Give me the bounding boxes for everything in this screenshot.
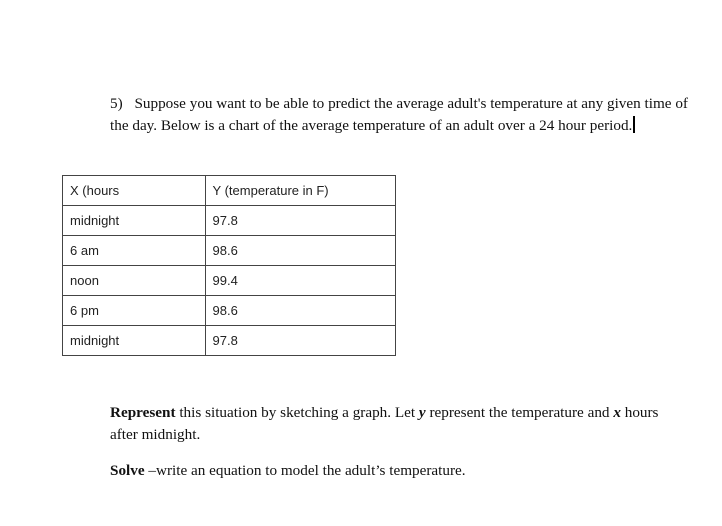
cell-x: midnight bbox=[63, 326, 206, 356]
cell-y: 98.6 bbox=[205, 296, 395, 326]
represent-instruction bbox=[110, 402, 690, 446]
cell-y: 97.8 bbox=[205, 326, 395, 356]
variable-x: x bbox=[613, 404, 621, 421]
table-row bbox=[63, 266, 396, 296]
solve-instruction bbox=[110, 460, 690, 482]
solve-text: –write an equation to model the adult’s temperature. bbox=[144, 462, 466, 479]
represent-text-1: this situation by sketching a graph. Let bbox=[175, 404, 419, 421]
temperature-table bbox=[62, 175, 396, 356]
table-row bbox=[63, 236, 396, 266]
table-header-row bbox=[63, 176, 396, 206]
question-prompt: Suppose you want to be able to predict the average adult's temperature at any given time of the day. Below is a chart of the average temperature of an adult over a 24 hour period. bbox=[110, 95, 688, 134]
text-cursor bbox=[633, 116, 635, 133]
cell-x: 6 am bbox=[63, 236, 206, 266]
cell-x: noon bbox=[63, 266, 206, 296]
table-row bbox=[63, 296, 396, 326]
represent-text-3: hours after midnight. bbox=[110, 404, 659, 443]
cell-y: 97.8 bbox=[205, 206, 395, 236]
variable-y: y bbox=[418, 404, 426, 421]
cell-x: midnight bbox=[63, 206, 206, 236]
table-row bbox=[63, 206, 396, 236]
question-number: 5) bbox=[110, 95, 123, 112]
represent-text-2: represent the temperature and bbox=[425, 404, 614, 421]
question-text-block bbox=[110, 93, 690, 137]
represent-label: Represent bbox=[110, 404, 176, 421]
header-y: Y (temperature in F) bbox=[205, 176, 395, 206]
cell-x: 6 pm bbox=[63, 296, 206, 326]
table-row bbox=[63, 326, 396, 356]
header-x: X (hours bbox=[63, 176, 206, 206]
solve-label: Solve bbox=[110, 462, 145, 479]
cell-y: 98.6 bbox=[205, 236, 395, 266]
cell-y: 99.4 bbox=[205, 266, 395, 296]
